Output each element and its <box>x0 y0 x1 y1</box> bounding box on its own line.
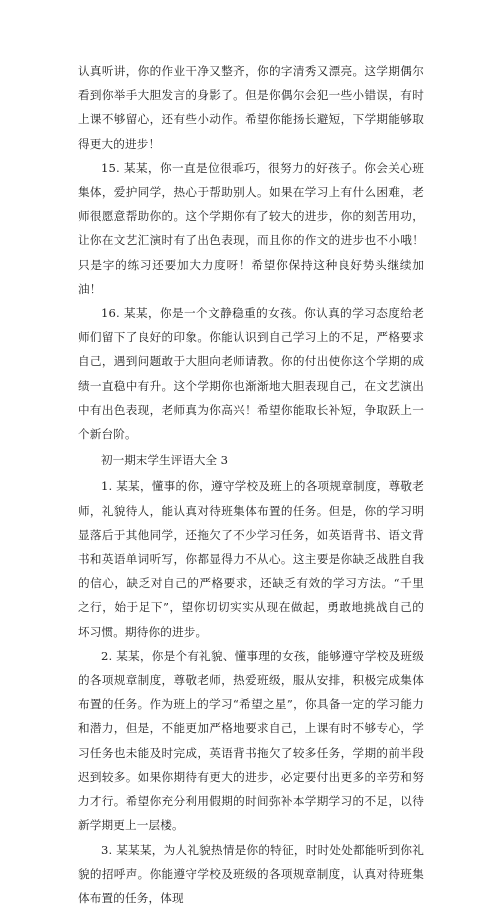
comment-paragraph-1: 1. 某某，懂事的你，遵守学校及班上的各项规章制度，尊敬老师，礼貌待人，能认真对待班集体布置的任务。但是，你的学习明显落后于其他同学，还拖欠了不少学习任务，如英语背书、语文背书和英语单词听写，你都显得力不从心。这主要是你缺乏战胜自我的信心，缺乏对自己的严格要求，还缺乏有效的学习方法。“千里之行，始于足下”，望你切切实实从现在做起，勇敢地挑战自己的坏习惯。期待你的进步。 <box>78 474 424 643</box>
comment-paragraph-3: 3. 某某某，为人礼貌热情是你的特征，时时处处都能听到你礼貌的招呼声。你能遵守学校及班级的各项规章制度，认真对待班集体布置的任务，体现 <box>78 838 424 910</box>
paragraph-continuation: 认真听讲，你的作业干净又整齐，你的字清秀又漂亮。这学期偶尔看到你举手大胆发言的身影了。但是你偶尔会犯一些小错误，有时上课不够留心，还有些小动作。希望你能扬长避短，下学期能够取得更大的进步！ <box>78 59 424 156</box>
comment-paragraph-16: 16. 某某，你是一个文静稳重的女孩。你认真的学习态度给老师们留下了良好的印象。你能认识到自己学习上的不足，严格要求自己，遇到问题敢于大胆向老师请教。你的付出使你这个学期的成绩一直稳中有升。这个学期你也渐渐地大胆表现自己，在文艺演出中有出色表现，老师真为你高兴！希望你能取长补短，争取跃上一个新台阶。 <box>78 301 424 446</box>
comment-paragraph-15: 15. 某某，你一直是位很乖巧，很努力的好孩子。你会关心班集体，爱护同学，热心于帮助别人。如果在学习上有什么困难，老师很愿意帮助你的。这个学期你有了较大的进步，你的刻苦用功，让你在文艺汇演时有了出色表现，而且你的作文的进步也不小哦！只是字的练习还要加大力度呀！希望你保持这种良好势头继续加油！ <box>78 156 424 301</box>
section-heading: 初一期末学生评语大全 3 <box>78 448 424 472</box>
document-page <box>78 59 424 910</box>
comment-paragraph-2: 2. 某某，你是个有礼貌、懂事理的女孩，能够遵守学校及班级的各项规章制度，尊敬老师，热爱班级，服从安排，积极完成集体布置的任务。作为班上的学习“希望之星”，你具备一定的学习能力和潜力，但是，不能更加严格地要求自己，上课有时不够专心，学习任务也未能及时完成，英语背书拖欠了较多任务，学期的前半段迟到较多。如果你期待有更大的进步，必定要付出更多的辛劳和努力才行。希望你充分利用假期的时间弥补本学期学习的不足，以待新学期更上一层楼。 <box>78 644 424 838</box>
